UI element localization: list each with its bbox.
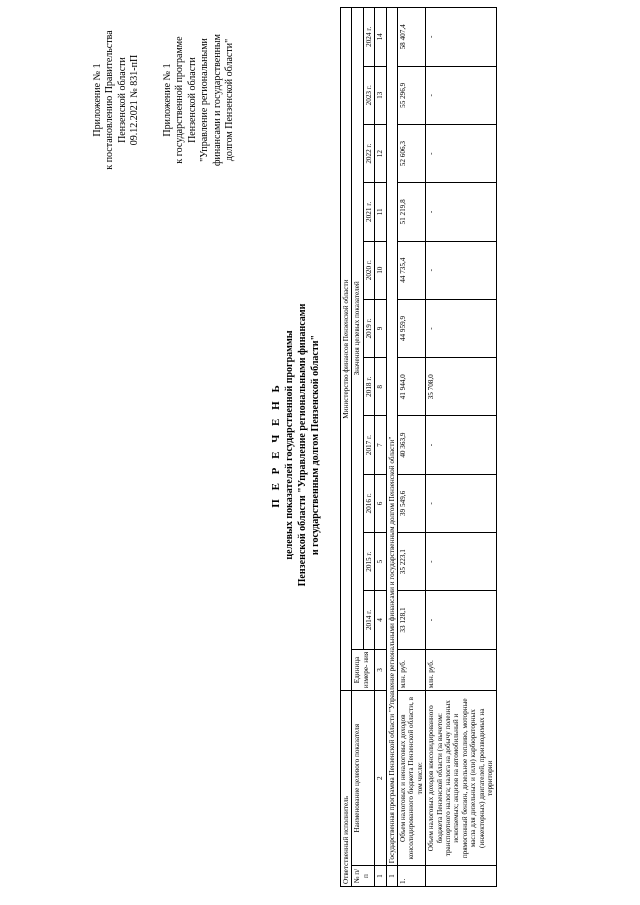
column-number: 1 — [375, 866, 386, 887]
column-number: 5 — [375, 533, 386, 591]
header-name: Наименование целевого показателя — [352, 691, 375, 866]
column-number: 4 — [375, 591, 386, 649]
table-row — [398, 8, 426, 887]
appendix-line: финансами и государственным — [211, 34, 223, 166]
row-value: 51 219,8 — [398, 183, 426, 241]
row-value: - — [426, 241, 496, 299]
row-value: - — [426, 591, 496, 649]
title-sub: и государственным долгом Пензенской области" — [310, 334, 321, 556]
column-number: 13 — [375, 66, 386, 124]
column-number: 10 — [375, 241, 386, 299]
row-value: 52 606,3 — [398, 124, 426, 182]
row-value: 35 708,0 — [426, 358, 496, 416]
column-number: 11 — [375, 183, 386, 241]
appendix-line: "Управление региональными — [199, 38, 211, 162]
header-num: № п/п — [352, 866, 375, 887]
row-value: - — [426, 183, 496, 241]
table-row — [426, 8, 496, 887]
header-executor: Ответственный исполнитель — [341, 691, 352, 887]
row-value: - — [426, 533, 496, 591]
column-number: 3 — [375, 649, 386, 691]
column-number: 12 — [375, 124, 386, 182]
appendix-line: к государственной программе — [174, 36, 186, 164]
title-main: П Е Р Е Ч Е Н Ь — [270, 382, 282, 508]
row-value: - — [426, 474, 496, 532]
year-header: 2016 г. — [363, 474, 374, 532]
appendix-header-2 — [162, 5, 236, 195]
year-header: 2024 г. — [363, 8, 374, 67]
column-number: 8 — [375, 358, 386, 416]
appendix-line: Приложение № 1 — [92, 63, 103, 137]
year-header: 2014 г. — [363, 591, 374, 649]
appendix-line: 09.12.2021 № 831-пП — [129, 54, 141, 146]
header-ministry: Министерство финансов Пензенской области — [341, 8, 352, 691]
appendix-header — [92, 5, 142, 195]
row-value: 55 296,9 — [398, 66, 426, 124]
year-header: 2017 г. — [363, 416, 374, 474]
row-value: 41 944,0 — [398, 358, 426, 416]
column-number: 9 — [375, 299, 386, 357]
header-unit: Единица измере- ния — [352, 649, 375, 691]
row-value: 33 128,1 — [398, 591, 426, 649]
row-value: - — [426, 8, 496, 67]
appendix-line: Пензенской области — [116, 57, 128, 143]
year-header: 2018 г. — [363, 358, 374, 416]
row-value: 44 959,9 — [398, 299, 426, 357]
appendix-line: Пензенской области — [186, 57, 198, 143]
column-number: 7 — [375, 416, 386, 474]
appendix-line: долгом Пензенской области" — [224, 38, 236, 162]
title-sub: Пензенской области "Управление региональными финансами — [297, 303, 308, 587]
row-value: - — [426, 416, 496, 474]
row-name: Объем налоговых доходов консолидированного бюджета Пензенской области (за вычетом: транспортного налога; налога на добычу полезных ископаемых; акцизов на автомобильный и прямогонный бензин, дизельное топливо, моторные масла для дизельных и (или) карбюраторных (инжекторных) двигателей, производимых на территории — [426, 691, 496, 866]
header-values: Значения целевых показателей — [352, 8, 363, 650]
row-unit: млн. руб. — [426, 649, 496, 691]
row-value: 58 407,4 — [398, 8, 426, 67]
program-row: Государственная программа Пензенской области "Управление региональными финансами и государственным долгом Пензенской области" — [386, 8, 397, 866]
year-header: 2023 г. — [363, 66, 374, 124]
row-value: 40 363,9 — [398, 416, 426, 474]
row-num: 1. — [398, 866, 426, 887]
row-value: 44 735,4 — [398, 241, 426, 299]
title-sub: целевых показателей государственной программы — [284, 330, 295, 560]
document-title — [270, 185, 322, 705]
indicators-table — [340, 7, 497, 887]
row-value: 35 223,1 — [398, 533, 426, 591]
row-value: 39 549,6 — [398, 474, 426, 532]
row-unit: млн. руб. — [398, 649, 426, 691]
appendix-line: к постановлению Правительства — [104, 30, 116, 170]
row-value: - — [426, 66, 496, 124]
year-header: 2021 г. — [363, 183, 374, 241]
column-number: 2 — [375, 691, 386, 866]
row-value: - — [426, 124, 496, 182]
column-number: 14 — [375, 8, 386, 67]
year-header: 2015 г. — [363, 533, 374, 591]
row-value: - — [426, 299, 496, 357]
appendix-line: Приложение № 1 — [162, 63, 173, 137]
program-row-num: 1 — [386, 866, 397, 887]
row-name: Объем налоговых и неналоговых доходов консолидированного бюджета Пензенской области, в том числе: — [398, 691, 426, 866]
row-num — [426, 866, 496, 887]
year-header: 2022 г. — [363, 124, 374, 182]
year-header: 2019 г. — [363, 299, 374, 357]
column-number: 6 — [375, 474, 386, 532]
year-header: 2020 г. — [363, 241, 374, 299]
